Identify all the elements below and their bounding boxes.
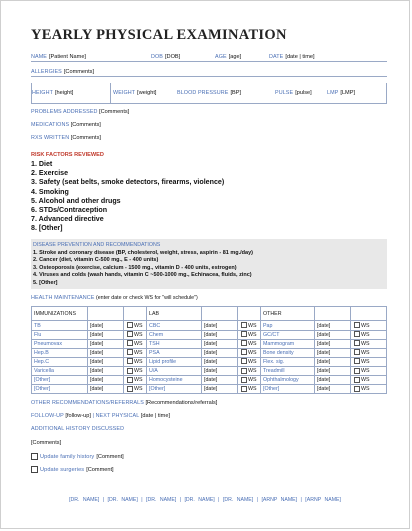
item-name-cell: Chem <box>147 330 202 339</box>
list-item: 3. Safety (seat belts, smoke detectors, firearms, violence) <box>31 178 225 187</box>
list-item: 6. STDs/Contraception <box>31 205 108 214</box>
dob-field[interactable]: DOB [DOB] <box>151 54 181 60</box>
date-cell[interactable]: [date] <box>315 385 351 394</box>
ws-cell[interactable] <box>238 385 261 394</box>
ws-checkbox-icon[interactable] <box>354 358 360 364</box>
date-cell[interactable]: [date] <box>202 366 238 375</box>
ws-cell[interactable] <box>124 321 147 330</box>
additional-history-label: ADDITIONAL HISTORY DISCUSSED <box>31 426 125 433</box>
date-cell[interactable]: [date] <box>202 339 238 348</box>
ws-checkbox-icon[interactable] <box>127 331 133 337</box>
ws-checkbox-icon[interactable] <box>241 358 247 364</box>
allergies-field[interactable]: ALLERGIES [Comments] <box>31 62 387 77</box>
item-name-cell: Flex. sig. <box>261 357 315 366</box>
ws-label: WS <box>248 377 257 384</box>
ws-cell[interactable] <box>124 339 147 348</box>
ws-label: WS <box>248 349 257 356</box>
ws-cell[interactable] <box>124 376 147 385</box>
item-name-cell: [Other] <box>147 385 202 394</box>
date-cell[interactable]: [date] <box>315 357 351 366</box>
date-cell[interactable]: [date] <box>202 330 238 339</box>
ws-label: WS <box>248 340 257 347</box>
ws-label: WS <box>134 331 143 338</box>
list-item: 2. Exercise <box>31 169 69 178</box>
ws-cell[interactable] <box>124 348 147 357</box>
disease-prevention-title: DISEASE PREVENTION AND RECOMMENDATIONS <box>33 241 161 248</box>
item-name-cell: TB <box>32 321 88 330</box>
list-item: 1. Diet <box>31 160 53 168</box>
item-name-cell: Flu <box>32 330 88 339</box>
ws-cell[interactable] <box>351 366 387 375</box>
ws-checkbox-icon[interactable] <box>241 349 247 355</box>
date-cell[interactable]: [date] <box>315 321 351 330</box>
weight-field[interactable]: WEIGHT [weight] <box>113 89 157 96</box>
date-cell[interactable]: [date] <box>202 348 238 357</box>
item-name-cell: Ophthalmology <box>261 376 315 385</box>
date-field[interactable]: DATE [date | time] <box>269 54 315 60</box>
table-row <box>32 339 387 348</box>
bp-field[interactable]: BLOOD PRESSURE [BP] <box>177 89 242 96</box>
date-cell[interactable]: [date] <box>315 376 351 385</box>
ws-label: WS <box>361 322 370 329</box>
ws-cell[interactable] <box>351 376 387 385</box>
ws-cell[interactable] <box>124 357 147 366</box>
ws-checkbox-icon[interactable] <box>354 386 360 392</box>
checkbox-icon[interactable] <box>31 453 38 460</box>
ws-cell[interactable] <box>238 376 261 385</box>
table-row <box>32 357 387 366</box>
date-cell[interactable]: [date] <box>88 366 124 375</box>
ws-label: WS <box>361 340 370 347</box>
age-field[interactable]: AGE [age] <box>215 54 242 60</box>
problems-field[interactable]: PROBLEMS ADDRESSED [Comments] <box>31 109 130 115</box>
patient-info-row <box>31 51 387 62</box>
ws-label: WS <box>134 349 143 356</box>
ws-label: WS <box>248 331 257 338</box>
item-name-cell: Hep.C <box>32 357 88 366</box>
item-name-cell: CBC <box>147 321 202 330</box>
ws-label: WS <box>134 386 143 393</box>
ws-label: WS <box>361 377 370 384</box>
item-name-cell: [Other] <box>261 385 315 394</box>
ws-label: WS <box>134 367 143 374</box>
ws-label: WS <box>248 322 257 329</box>
ws-label: WS <box>134 322 143 329</box>
date-cell[interactable]: [date] <box>88 321 124 330</box>
list-item: 3. Osteoporosis (exercise, calcium - 1500 mg., vitamin D - 400 units, estrogen) <box>33 264 237 271</box>
ws-checkbox-icon[interactable] <box>127 340 133 346</box>
height-field[interactable]: HEIGHT [height] <box>32 83 111 104</box>
ws-checkbox-icon[interactable] <box>354 322 360 328</box>
list-item: 5. Alcohol and other drugs <box>31 196 121 205</box>
table-header-row <box>32 307 387 321</box>
item-name-cell: Pneumovax <box>32 339 88 348</box>
ws-label: WS <box>248 367 257 374</box>
date-cell[interactable]: [date] <box>202 357 238 366</box>
ws-checkbox-icon[interactable] <box>241 377 247 383</box>
list-item: 5. [Other] <box>33 279 58 286</box>
item-name-cell: TSH <box>147 339 202 348</box>
ws-cell[interactable] <box>238 366 261 375</box>
ws-label: WS <box>361 349 370 356</box>
item-name-cell: Mammogram <box>261 339 315 348</box>
update-family-history-checkbox[interactable]: Update family history [Comment] <box>31 453 387 460</box>
ws-checkbox-icon[interactable] <box>354 368 360 374</box>
medications-field[interactable]: MEDICATIONS [Comments] <box>31 122 101 128</box>
date-cell[interactable]: [date] <box>202 321 238 330</box>
ws-checkbox-icon[interactable] <box>354 377 360 383</box>
date-cell[interactable]: [date] <box>315 330 351 339</box>
ws-checkbox-icon[interactable] <box>241 386 247 392</box>
table-row <box>32 385 387 394</box>
update-surgeries-checkbox[interactable]: Update surgeries [Comment] <box>31 466 387 473</box>
disease-prevention-section <box>31 239 387 290</box>
risk-factors-list <box>31 160 387 234</box>
list-item: 4. Smoking <box>31 187 69 196</box>
ws-label: WS <box>248 358 257 365</box>
ws-checkbox-icon[interactable] <box>241 340 247 346</box>
ws-cell[interactable] <box>238 339 261 348</box>
ws-label: WS <box>361 386 370 393</box>
ws-cell[interactable] <box>351 321 387 330</box>
ws-cell[interactable] <box>238 357 261 366</box>
ws-cell[interactable] <box>351 385 387 394</box>
table-row <box>32 366 387 375</box>
item-name-cell: Pap <box>261 321 315 330</box>
ws-checkbox-icon[interactable] <box>354 349 360 355</box>
item-name-cell: Treadmill <box>261 366 315 375</box>
date-cell[interactable]: [date] <box>315 339 351 348</box>
ws-label: WS <box>134 340 143 347</box>
ws-label: WS <box>248 386 257 393</box>
ws-cell[interactable] <box>351 339 387 348</box>
ws-cell[interactable] <box>238 330 261 339</box>
table-row <box>32 348 387 357</box>
table-row <box>32 321 387 330</box>
ws-checkbox-icon[interactable] <box>127 349 133 355</box>
other-header: OTHER <box>261 307 315 321</box>
list-item: 8. [Other] <box>31 224 63 233</box>
item-name-cell: [Other] <box>32 385 88 394</box>
disease-prevention-list <box>33 250 384 288</box>
ws-cell[interactable] <box>124 385 147 394</box>
ws-checkbox-icon[interactable] <box>127 377 133 383</box>
ws-checkbox-icon[interactable] <box>127 368 133 374</box>
item-name-cell: Homocysteine <box>147 376 202 385</box>
provider-footer: [DR. NAME] | [DR. NAME] | [DR. NAME] | [DR. NAME] | [DR. NAME] | [ARNP NAME] | [ARNP NAME] <box>69 497 341 503</box>
followup-field[interactable]: FOLLOW-UP [follow-up] | NEXT PHYSICAL [date | time] <box>31 413 170 420</box>
ws-cell[interactable] <box>351 330 387 339</box>
date-cell[interactable]: [date] <box>88 357 124 366</box>
lmp-field[interactable]: LMP [LMP] <box>327 89 356 96</box>
table-row <box>32 376 387 385</box>
immunizations-header: IMMUNIZATIONS <box>32 307 88 321</box>
ws-checkbox-icon[interactable] <box>127 386 133 392</box>
ws-checkbox-icon[interactable] <box>241 331 247 337</box>
ws-label: WS <box>134 377 143 384</box>
risk-factors-title: RISK FACTORS REVIEWED <box>31 152 104 158</box>
list-item: 2. Cancer (diet, vitamin C-500 mg., E - 400 units) <box>33 257 159 264</box>
name-field[interactable]: NAME [Patient Name] <box>31 54 86 60</box>
ws-checkbox-icon[interactable] <box>354 331 360 337</box>
ws-checkbox-icon[interactable] <box>241 368 247 374</box>
ws-cell[interactable] <box>351 348 387 357</box>
list-item: 1. Stroke and coronary disease (BP, cholesterol, weight, stress, aspirin - 81 mg./day) <box>33 249 253 256</box>
date-cell[interactable]: [date] <box>202 385 238 394</box>
date-cell[interactable]: [date] <box>315 348 351 357</box>
date-cell[interactable]: [date] <box>88 385 124 394</box>
date-cell[interactable]: [date] <box>202 376 238 385</box>
health-maintenance-table <box>31 306 387 394</box>
ws-label: WS <box>361 358 370 365</box>
list-item: 4. Viruses and colds (wash hands, vitamin C ~500-1000 mg., Echinacea, fluids, zinc) <box>33 272 252 279</box>
health-maintenance-heading: HEALTH MAINTENANCE (enter date or check WS for "will schedule") <box>31 295 198 302</box>
item-name-cell: Hep.B <box>32 348 88 357</box>
ws-cell[interactable] <box>351 357 387 366</box>
lab-header: LAB <box>147 307 202 321</box>
ws-checkbox-icon[interactable] <box>354 340 360 346</box>
ws-checkbox-icon[interactable] <box>241 322 247 328</box>
ws-cell[interactable] <box>238 321 261 330</box>
item-name-cell: [Other] <box>32 376 88 385</box>
rxs-field[interactable]: RXS WRITTEN [Comments] <box>31 135 101 141</box>
item-name-cell: Lipid profile <box>147 357 202 366</box>
ws-checkbox-icon[interactable] <box>127 322 133 328</box>
item-name-cell: GC/CT <box>261 330 315 339</box>
item-name-cell: Varicella <box>32 366 88 375</box>
vitals-row <box>31 83 387 104</box>
date-cell[interactable]: [date] <box>88 376 124 385</box>
ws-cell[interactable] <box>124 366 147 375</box>
date-cell[interactable]: [date] <box>88 330 124 339</box>
ws-cell[interactable] <box>238 348 261 357</box>
ws-label: WS <box>134 358 143 365</box>
ws-checkbox-icon[interactable] <box>127 358 133 364</box>
additional-history-value[interactable]: [Comments] <box>31 440 62 447</box>
item-name-cell: Bone density <box>261 348 315 357</box>
ws-label: WS <box>361 367 370 374</box>
next-physical-value: [date | time] <box>140 413 170 420</box>
next-physical-label: NEXT PHYSICAL <box>95 413 140 420</box>
date-cell[interactable]: [date] <box>315 366 351 375</box>
item-name-cell: U/A <box>147 366 202 375</box>
date-cell[interactable]: [date] <box>88 339 124 348</box>
date-cell[interactable]: [date] <box>88 348 124 357</box>
ws-label: WS <box>361 331 370 338</box>
page-title: YEARLY PHYSICAL EXAMINATION <box>31 27 287 43</box>
table-row <box>32 330 387 339</box>
other-recommendations-field[interactable]: OTHER RECOMMENDATIONS/REFERRALS [Recommendations/referrals] <box>31 400 218 407</box>
item-name-cell: PSA <box>147 348 202 357</box>
pulse-field[interactable]: PULSE [pulse] <box>275 89 312 96</box>
ws-cell[interactable] <box>124 330 147 339</box>
checkbox-icon[interactable] <box>31 466 38 473</box>
list-item: 7. Advanced directive <box>31 215 104 224</box>
